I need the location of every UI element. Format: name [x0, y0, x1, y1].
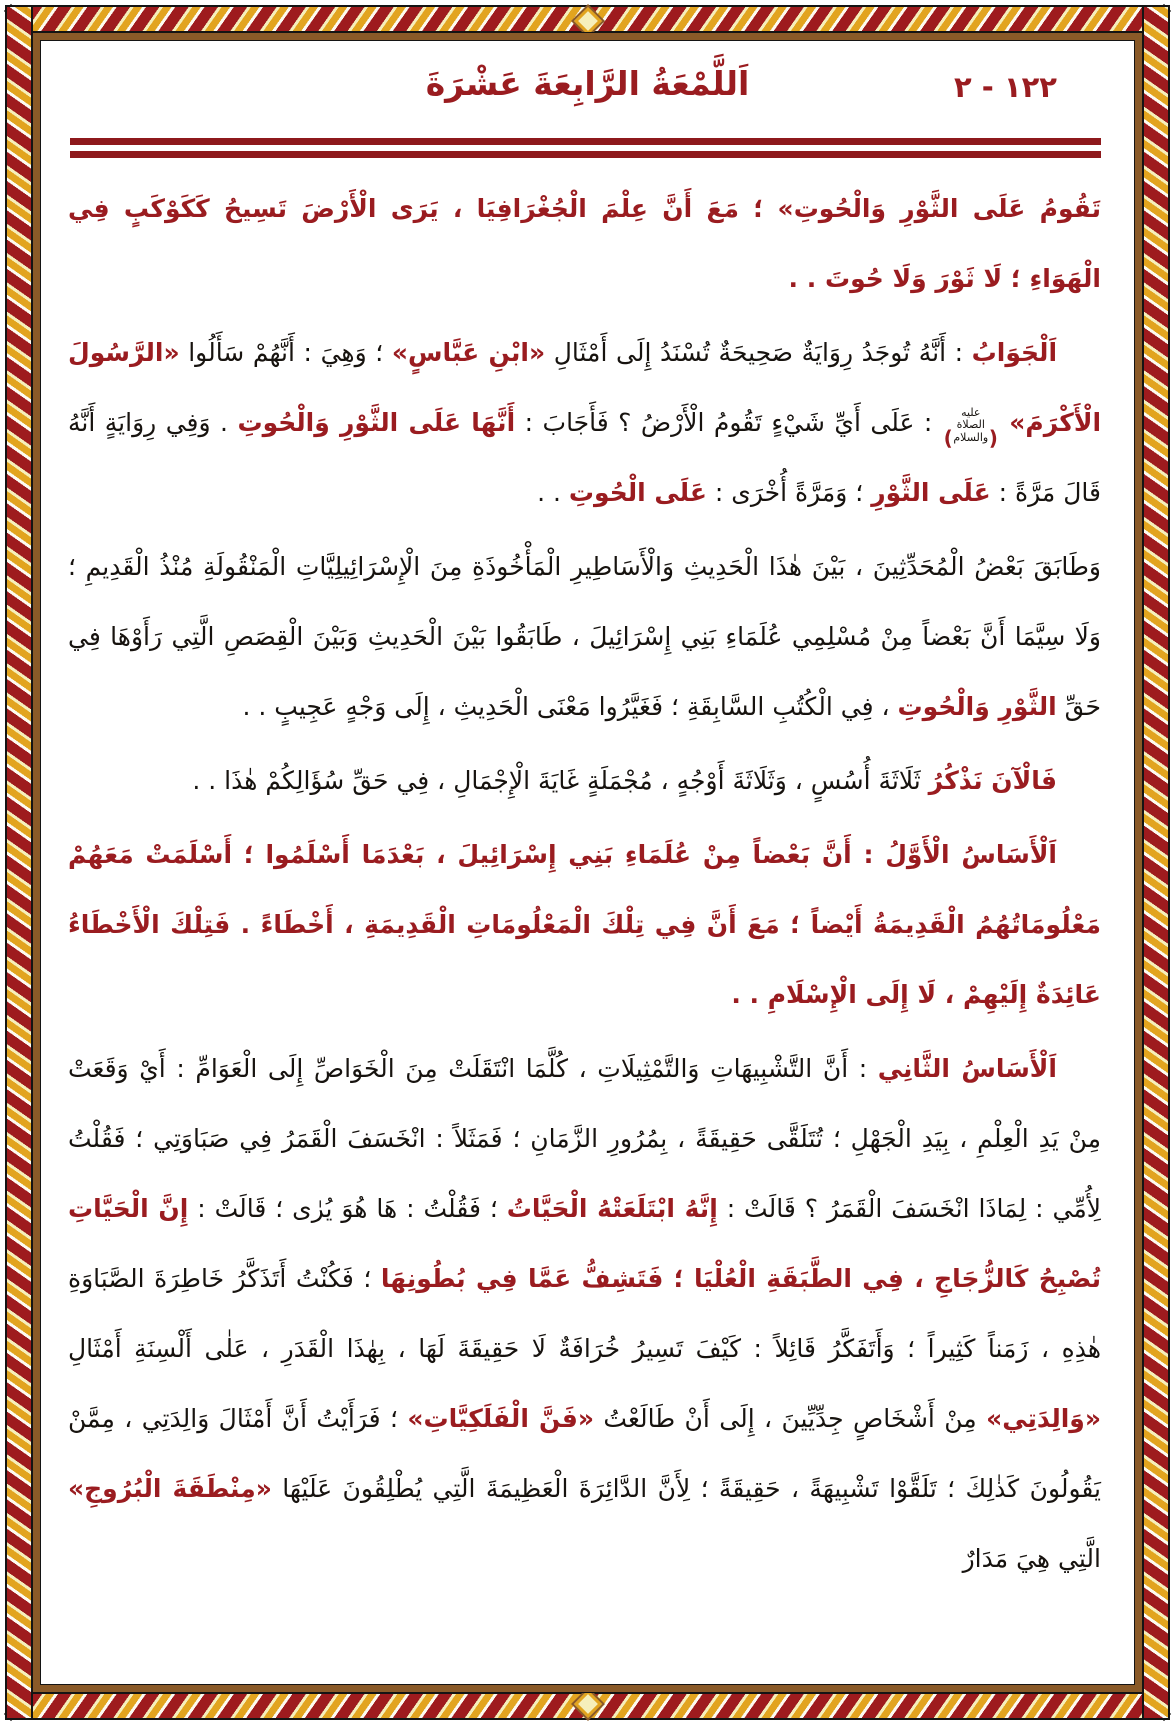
body-text: وَطَابَقَ بَعْضُ الْمُحَدِّثِينَ ، بَيْنَ هٰذَا الْحَدِيثِ وَالْأَسَاطِيرِ الْمَأْخُوذَةِ مِنَ الْإِسْرَائِيلِيَّاتِ الْمَنْقُولَةِ مُنْذُ الْقَدِيمِ ؛ وَلَا سِيَّمَا أَنَّ بَعْضاً مِنْ مُسْلِمِي عُلَمَاءِ بَنِي إِسْرَائِيلَ ، طَابَقُوا بَيْنَ الْحَدِيثِ وَبَيْنَ الْقِصَصِ الَّتِي رَأَوْهَا فِي حَقِّ: [68, 552, 1101, 721]
page-number: ١٢٢ - ٢: [953, 70, 1057, 104]
emphasis-red-text: «ابْنِ عَبَّاسٍ»: [391, 338, 546, 367]
emphasis-red-text: الثَّوْرِ وَالْحُوتِ: [897, 692, 1057, 721]
paragraph: [68, 820, 1101, 1030]
body-text: ؛ وَمَرَّةً أُخْرَى :: [706, 478, 872, 507]
paragraph: [68, 1034, 1101, 1594]
body-text: . .: [537, 478, 569, 507]
body-text: الَّتِي هِيَ مَدَارٌ: [962, 1544, 1101, 1573]
emphasis-red-text: «فَنَّ الْفَلَكِيَّاتِ»: [407, 1404, 595, 1433]
bottom-medallion-icon: [573, 1690, 601, 1718]
body-text: مِنْ أَشْخَاصٍ جِدِّيِّينَ ، إِلَى أَنْ طَالَعْتُ: [594, 1404, 987, 1433]
paragraph: [68, 318, 1101, 528]
emphasis-red-text: فَالْآنَ نَذْكُرُ: [928, 766, 1057, 795]
top-medallion-icon: [573, 7, 601, 35]
emphasis-red-text: اَلْجَوَابُ: [971, 338, 1058, 367]
corner-ornament-icon: [4, 1707, 18, 1721]
emphasis-red-text: عَلَى الثَّوْرِ: [871, 478, 991, 507]
body-text: ، فِي الْكُتُبِ السَّابِقَةِ ؛ فَغَيَّرُوا مَعْنَى الْحَدِيثِ ، إِلَى وَجْهٍ عَجِيبٍ . .: [242, 692, 898, 721]
emphasis-red-text: عَلَى الْحُوتِ: [568, 478, 707, 507]
paragraph: [68, 746, 1101, 816]
body-text: ثَلَاثَةَ أُسُسٍ ، وَثَلَاثَةَ أَوْجُهٍ ، مُجْمَلَةٍ غَايَةَ الْإِجْمَالِ ، فِي حَقِّ سُؤَالِكُمْ هٰذَا . .: [192, 766, 929, 795]
corner-ornament-icon: [1157, 4, 1171, 18]
body-text: : أَنَّ التَّشْبِيهَاتِ وَالتَّمْثِيلَاتِ ، كُلَّمَا انْتَقَلَتْ مِنَ الْخَوَاصِّ إِلَى الْعَوَامِّ : أَيْ وَقَعَتْ مِنْ يَدِ الْعِلْمِ ، بِيَدِ الْجَهْلِ ؛ تُتَلَقَّى حَقِيقَةً ، بِمُرُورِ الزَّمَانِ ؛ فَمَثَلاً : انْخَسَفَ الْقَمَرُ فِي صَبَاوَتِي ؛ فَقُلْتُ لِأُمِّي : لِمَاذَا انْخَسَفَ الْقَمَرُ ؟ قَالَتْ :: [68, 1054, 1101, 1223]
corner-ornament-icon: [4, 4, 18, 18]
body-text: [1000, 408, 1009, 437]
border-band-bottom: [7, 1692, 1168, 1718]
body-text: : أَنَّهُ تُوجَدُ رِوَايَةٌ صَحِيحَةٌ تُسْنَدُ إِلَى أَمْثَالِ: [545, 338, 972, 367]
body-text: ؛ فَرَأَيْتُ أَنَّ أَمْثَالَ وَالِدَتِي ، مِمَّنْ يَقُولُونَ كَذٰلِكَ ؛ تَلَقَّوْا تَشْبِيهَةً ، حَقِيقَةً ؛ لِأَنَّ الدَّائِرَةَ الْعَظِيمَةَ الَّتِي يُطْلِقُونَ عَلَيْهَا: [68, 1404, 1101, 1503]
page-title: اَللَّمْعَةُ الرَّابِعَةَ عَشْرَةَ: [425, 64, 750, 103]
emphasis-red-text: «وَالِدَتِي»: [986, 1404, 1101, 1433]
emphasis-red-text: أَنَّهَا عَلَى الثَّوْرِ وَالْحُوتِ: [237, 408, 516, 437]
emphasis-red-text: إِنَّ الْحَيَّاتِ تُصْبِحُ كَالزُّجَاجِ ، فِي الطَّبَقَةِ الْعُلْيَا ؛ فَتَشِفُّ عَمَّا فِي بُطُونِهَا: [68, 1194, 1101, 1293]
text-body: [60, 174, 1115, 1594]
header-rule: [70, 138, 1101, 158]
paragraph: [68, 174, 1101, 314]
body-text: ؛ فَقُلْتُ : هَا هُوَ يُرٰى ؛ قَالَتْ :: [188, 1194, 507, 1223]
emphasis-red-text: تَقُومُ عَلَى الثَّوْرِ وَالْحُوتِ» ؛ مَعَ أَنَّ عِلْمَ الْجُغْرَافِيَا ، يَرَى الْأَرْضَ تَسِيحُ كَكَوْكَبٍ فِي الْهَوَاءِ ؛ لَا ثَوْرَ وَلَا حُوتَ . .: [68, 194, 1101, 293]
emphasis-red-text: اَلْأَسَاسُ الْأَوَّلُ : أَنَّ بَعْضاً مِنْ عُلَمَاءِ بَنِي إِسْرَائِيلَ ، بَعْدَمَا أَسْلَمُوا ؛ أَسْلَمَتْ مَعَهُمْ مَعْلُومَاتُهُمُ الْقَدِيمَةُ أَيْضاً ؛ مَعَ أَنَّ فِي تِلْكَ الْمَعْلُومَاتِ الْقَدِيمَةِ ، أَخْطَاءً . فَتِلْكَ الْأَخْطَاءُ عَائِدَةٌ إِلَيْهِمْ ، لَا إِلَى الْإِسْلَامِ . .: [68, 840, 1101, 1009]
emphasis-red-text: «الرَّسُولَ الْأَكْرَمَ»: [68, 338, 1102, 437]
border-band-right: [1142, 7, 1168, 1718]
emphasis-red-text: اَلْأَسَاسُ الثَّانِي: [877, 1054, 1057, 1083]
page-header: [60, 52, 1115, 128]
page-content: [60, 52, 1115, 1677]
prophet-salutation-seal-icon: (عليه الصلاة والسلام): [943, 405, 998, 450]
emphasis-red-text: إِنَّهُ ابْتَلَعَتْهُ الْحَيَّاتُ: [506, 1194, 718, 1223]
emphasis-red-text: «مِنْطَقَةَ الْبُرُوجِ»: [68, 1474, 272, 1503]
border-band-top: [7, 7, 1168, 33]
border-band-left: [7, 7, 33, 1718]
corner-ornament-icon: [1157, 1707, 1171, 1721]
paragraph: [68, 532, 1101, 742]
body-text: ؛ وَهِيَ : أَنَّهُمْ سَأَلُوا: [179, 338, 392, 367]
body-text: : عَلَى أَيِّ شَيْءٍ تَقُومُ الْأَرْضُ ؟ فَأَجَابَ :: [515, 408, 942, 437]
body-text: ؛ فَكُنْتُ أَتَذَكَّرُ خَاطِرَةَ الصَّبَاوَةِ هٰذِهِ ، زَمَناً كَثِيراً ؛ وَأَتَفَكَّرُ قَائِلاً : كَيْفَ تَسِيرُ خُرَافَةٌ لَا حَقِيقَةَ لَهَا ، بِهٰذَا الْقَدَرِ ، عَلٰى أَلْسِنَةِ أَمْثَالِ: [68, 1264, 1101, 1363]
body-text: . وَفِي رِوَايَةٍ أَنَّهُ قَالَ مَرَّةً :: [68, 408, 1101, 507]
